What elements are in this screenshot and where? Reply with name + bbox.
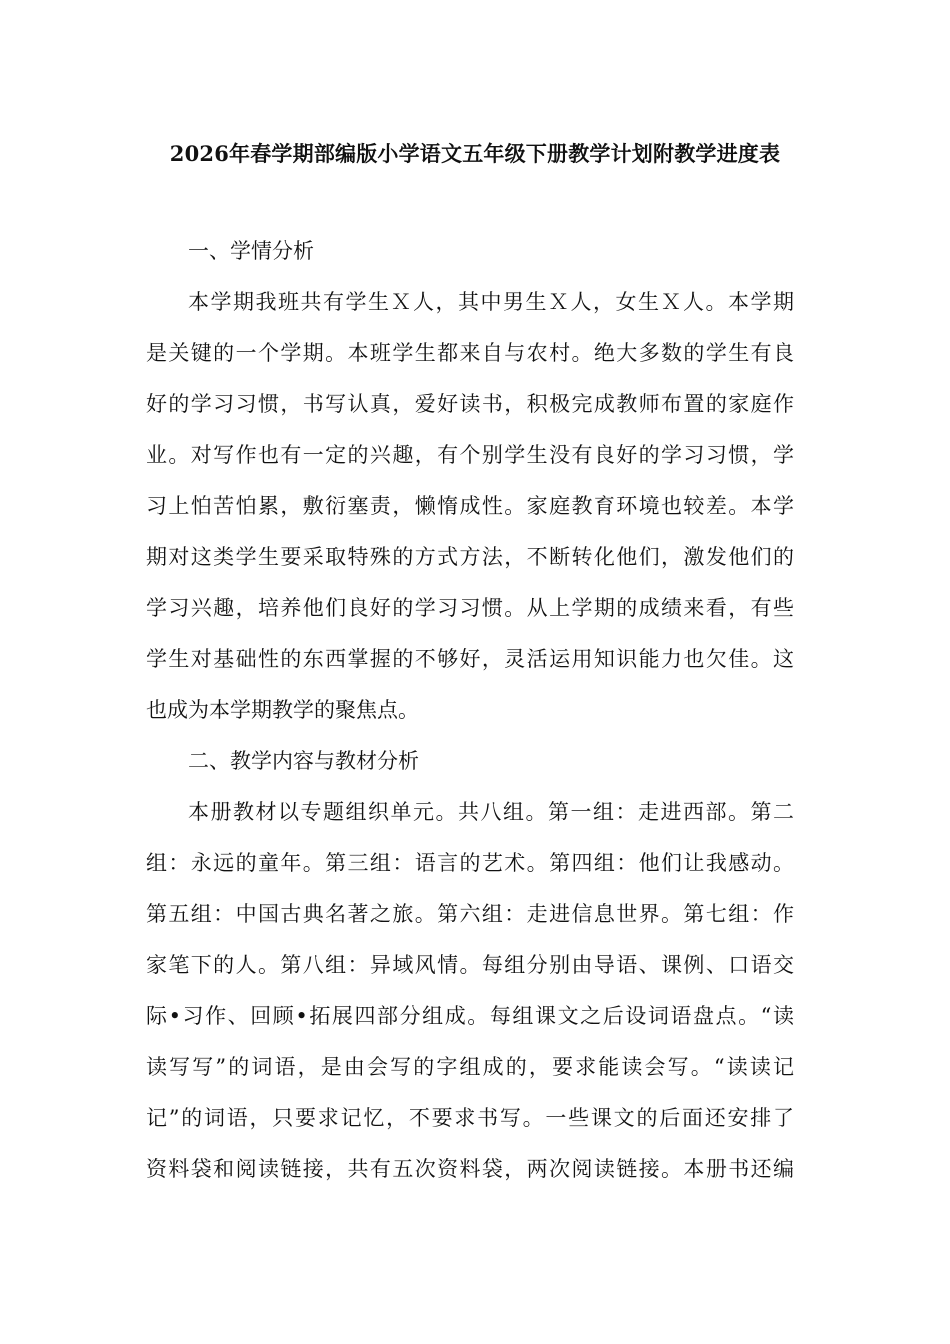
paragraph-line-indented: 二、教学内容与教材分析	[188, 749, 419, 773]
paragraph-line: 习上怕苦怕累，敷衍塞责，懒惰成性。家庭教育环境也较差。本学	[146, 494, 794, 518]
paragraph-line: 是关键的一个学期。本班学生都来自与农村。绝大多数的学生有良	[146, 341, 794, 365]
paragraph-line: 学习兴趣，培养他们良好的学习习惯。从上学期的成绩来看，有些	[146, 596, 794, 620]
paragraph-line: 期对这类学生要采取特殊的方式方法，不断转化他们，激发他们的	[146, 545, 794, 569]
paragraph-line: 记”的词语，只要求记忆，不要求书写。一些课文的后面还安排了	[146, 1106, 794, 1130]
paragraph-line-indented: 本册教材以专题组织单元。共八组。第一组：走进西部。第二	[188, 800, 794, 824]
paragraph-line: 也成为本学期教学的聚焦点。	[146, 698, 419, 722]
document-body	[146, 226, 794, 1195]
paragraph-line: 组：永远的童年。第三组：语言的艺术。第四组：他们让我感动。	[146, 851, 794, 875]
paragraph-line: 际•习作、回顾•拓展四部分组成。每组课文之后设词语盘点。“读	[146, 1004, 794, 1028]
document-title: 2026年春学期部编版小学语文五年级下册教学计划附教学进度表	[169, 141, 781, 166]
paragraph-line-indented: 一、学情分析	[188, 239, 314, 263]
paragraph-line-indented: 本学期我班共有学生Ｘ人，其中男生Ｘ人，女生Ｘ人。本学期	[188, 290, 794, 314]
paragraph-line: 业。对写作也有一定的兴趣，有个别学生没有良好的学习习惯，学	[146, 443, 794, 467]
paragraph-line: 读写写”的词语，是由会写的字组成的，要求能读会写。“读读记	[146, 1055, 794, 1079]
paragraph-line: 家笔下的人。第八组：异域风情。每组分别由导语、课例、口语交	[146, 953, 794, 977]
paragraph-line: 好的学习习惯，书写认真，爱好读书，积极完成教师布置的家庭作	[146, 392, 794, 416]
paragraph-line: 学生对基础性的东西掌握的不够好，灵活运用知识能力也欠佳。这	[146, 647, 794, 671]
paragraph-line: 资料袋和阅读链接，共有五次资料袋，两次阅读链接。本册书还编	[146, 1157, 794, 1181]
paragraph-line: 第五组：中国古典名著之旅。第六组：走进信息世界。第七组：作	[146, 902, 794, 926]
